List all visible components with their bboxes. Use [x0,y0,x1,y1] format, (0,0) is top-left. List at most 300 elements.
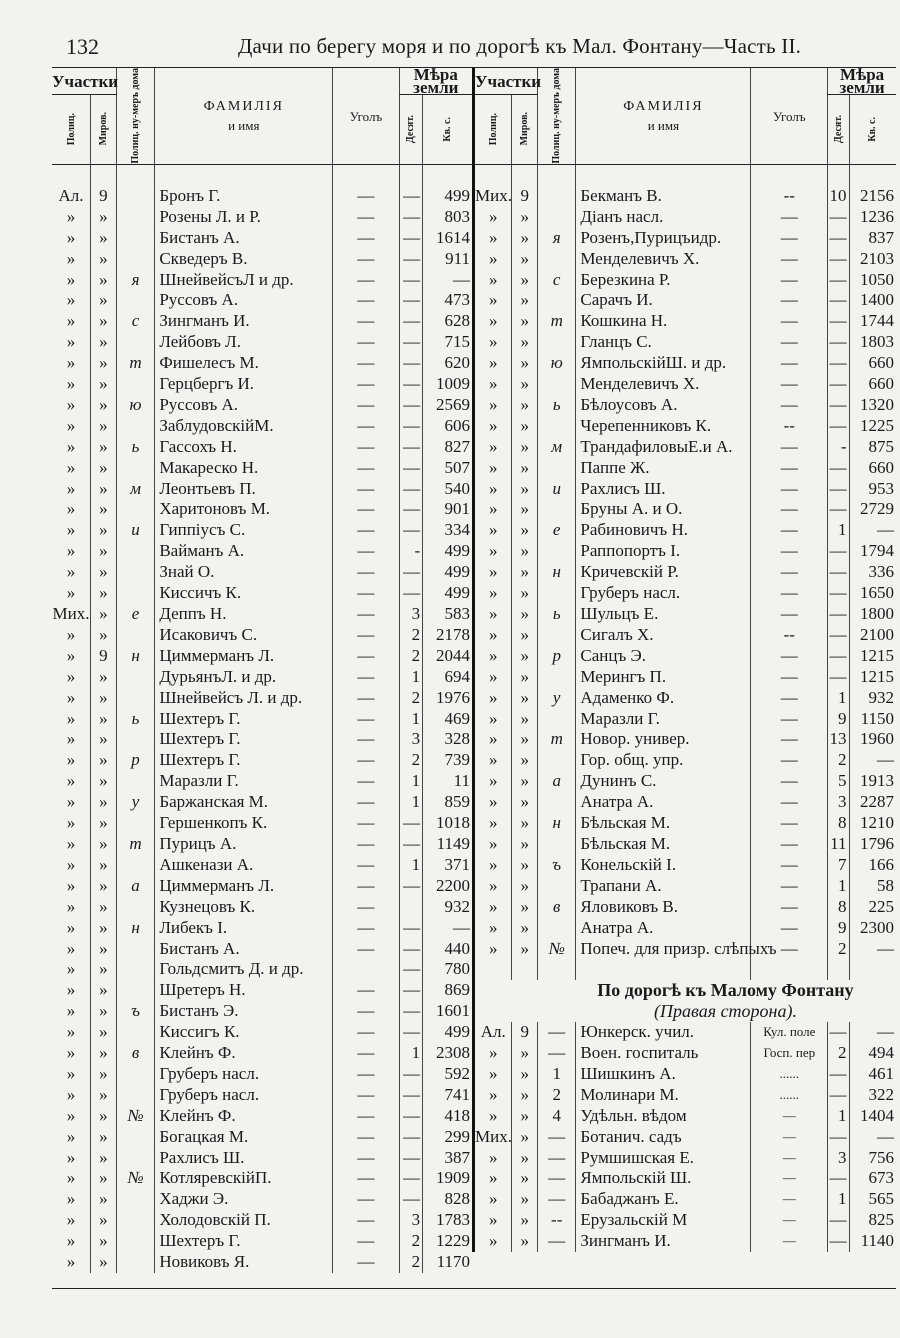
kv-cell: 827 [423,437,472,458]
desyat-cell: — [399,918,423,939]
dom-cell: в [538,897,576,918]
name-cell: Маразли Г. [155,771,333,792]
kv-cell: 499 [423,186,472,207]
kv-cell: 1215 [849,646,896,667]
polits-cell: » [66,248,76,268]
desyat-cell: — [399,270,423,291]
mirov-cell: 9 [91,646,117,667]
ugol-cell: — [751,688,828,709]
desyat-cell: — [399,395,423,416]
name-cell: Дунинъ С. [576,771,751,792]
header-mirov: Миров. [97,112,109,146]
dom-cell: — [538,1148,576,1169]
table-row [474,458,897,479]
polits-cell: » [474,541,512,562]
name-cell: Груберъ насл. [155,1085,333,1106]
table-row [474,1106,897,1127]
desyat-cell: — [399,228,423,249]
table-row [474,541,897,562]
desyat-cell: 9 [828,709,849,730]
header-familia-r: ФАМИЛІЯ [623,99,704,114]
table-row [52,290,472,311]
desyat-cell: 1 [399,855,423,876]
table-row [474,1168,897,1189]
name-cell: Румшишская Е. [576,1148,751,1169]
mirov-cell: » [512,1168,538,1189]
mirov-cell: » [91,1168,117,1189]
mirov-cell: » [512,1127,538,1148]
mirov-cell: » [91,395,117,416]
polits-cell: Ал. [58,185,84,205]
mirov-cell: » [512,228,538,249]
polits-cell: » [66,290,76,310]
ugol-cell: — [751,332,828,353]
name-cell: Удѣльн. вѣдом [576,1106,751,1127]
table-row [52,437,472,458]
ugol-cell: — [333,646,399,667]
desyat-cell: — [399,458,423,479]
kv-cell: — [849,520,896,541]
dom-cell [538,918,576,939]
desyat-cell: - [828,437,849,458]
dom-cell [116,332,155,353]
dom-cell: н [538,813,576,834]
dom-cell [538,876,576,897]
header-dom: Полиц. ну-меръ дома [130,67,142,164]
table-row [52,604,472,625]
dom-cell [116,667,155,688]
ugol-cell: — [333,1210,399,1231]
table-row [474,688,897,709]
ugol-cell: — [751,646,828,667]
kv-cell: 494 [849,1043,896,1064]
polits-cell: » [474,1064,512,1085]
desyat-cell: 3 [399,604,423,625]
kv-cell: 1783 [423,1210,472,1231]
name-cell: Маразли Г. [576,709,751,730]
mirov-cell: » [91,353,117,374]
desyat-cell: — [399,1001,423,1022]
kv-cell: 1149 [423,834,472,855]
dom-cell [116,562,155,583]
dom-cell: а [538,771,576,792]
desyat-cell: — [828,270,849,291]
dom-cell: — [538,1127,576,1148]
header-mera: Мѣра земли [399,68,472,95]
kv-cell: 741 [423,1085,472,1106]
desyat-cell: — [399,479,423,500]
table-row [474,332,897,353]
polits-cell: » [474,395,512,416]
desyat-cell: — [399,1106,423,1127]
name-cell: Баржанская М. [155,792,333,813]
table-row [52,1231,472,1252]
name-cell: Ашкенази А. [155,855,333,876]
kv-cell: 620 [423,353,472,374]
ugol-cell: — [751,249,828,270]
dom-cell [538,374,576,395]
mirov-cell: » [512,562,538,583]
polits-cell: » [474,750,512,771]
left-register-table [52,67,472,1289]
mirov-cell: » [512,750,538,771]
dom-cell [116,583,155,604]
mirov-cell: » [91,792,117,813]
table-row [52,499,472,520]
polits-cell: » [66,938,76,958]
ugol-cell: -- [751,625,828,646]
dom-cell [116,1064,155,1085]
name-cell: Циммерманъ Л. [155,876,333,897]
dom-cell [538,541,576,562]
kv-cell: 837 [849,228,896,249]
table-row [474,792,897,813]
name-cell: Исаковичъ С. [155,625,333,646]
kv-cell: — [849,1022,896,1043]
polits-cell: » [66,1043,76,1063]
polits-cell: » [66,771,76,791]
polits-cell: » [66,833,76,853]
table-row [474,228,897,249]
desyat-cell: 2 [399,625,423,646]
kv-cell: 1400 [849,290,896,311]
desyat-cell: — [828,583,849,604]
dom-cell [538,186,576,207]
dom-cell: с [538,270,576,291]
name-cell: ШнейвейсъЛ и др. [155,270,333,291]
kv-cell: 418 [423,1106,472,1127]
kv-cell: 869 [423,980,472,1001]
polits-cell: » [66,394,76,414]
name-cell: Менделевичъ Х. [576,374,751,395]
polits-cell: » [66,520,76,540]
desyat-cell: 1 [399,709,423,730]
polits-cell: » [66,436,76,456]
mirov-cell: » [512,1231,538,1252]
kv-cell: 1976 [423,688,472,709]
name-cell: Киссигъ К. [155,1022,333,1043]
dom-cell: м [538,437,576,458]
kv-cell: 1650 [849,583,896,604]
mirov-cell: » [91,1231,117,1252]
ugol-cell: — [333,625,399,646]
polits-cell: » [474,228,512,249]
ugol-cell: — [333,897,399,918]
mirov-cell: » [91,729,117,750]
dom-cell [116,1085,155,1106]
dom-cell: т [116,834,155,855]
dom-cell [116,1189,155,1210]
ugol-cell: — [751,604,828,625]
polits-cell: » [474,813,512,834]
name-cell: Знай О. [155,562,333,583]
kv-cell: 507 [423,458,472,479]
ugol-cell: ...... [751,1085,828,1106]
polits-cell: » [66,624,76,644]
name-cell: ТрандафиловыЕ.и А. [576,437,751,458]
ugol-cell: — [751,479,828,500]
name-cell: Попеч. для призр. слѣпыхъ [576,939,751,960]
name-cell: Пурицъ А. [155,834,333,855]
table-row [474,353,897,374]
ugol-cell: — [333,1106,399,1127]
name-cell: Гольдсмитъ Д. и др. [155,959,333,980]
polits-cell: » [474,520,512,541]
header-imya: и имя [228,118,260,133]
mirov-cell: » [91,1106,117,1127]
polits-cell: » [66,353,76,373]
desyat-cell: — [399,332,423,353]
ugol-cell: — [751,395,828,416]
desyat-cell: — [828,332,849,353]
ugol-cell: — [333,249,399,270]
desyat-cell: — [828,458,849,479]
mirov-cell: » [512,395,538,416]
desyat-cell: 2 [399,1231,423,1252]
mirov-cell: » [91,667,117,688]
name-cell: Шехтеръ Г. [155,729,333,750]
table-row [52,1189,472,1210]
ugol-cell: — [333,709,399,730]
kv-cell: — [849,1127,896,1148]
desyat-cell: 13 [828,729,849,750]
name-cell: Гиппіусъ С. [155,520,333,541]
table-row [474,1022,897,1043]
desyat-cell: — [399,980,423,1001]
name-cell: Шехтеръ Г. [155,1231,333,1252]
kv-cell: 1215 [849,667,896,688]
polits-cell: Мих. [52,604,90,624]
ugol-cell: — [333,437,399,458]
ugol-cell: — [333,374,399,395]
name-cell: Раппопортъ I. [576,541,751,562]
dom-cell [538,416,576,437]
mirov-cell: » [512,792,538,813]
polits-cell: » [66,1105,76,1125]
polits-cell: » [66,792,76,812]
table-row [52,1085,472,1106]
kv-cell: 592 [423,1064,472,1085]
table-row [474,646,897,667]
kv-cell: 461 [849,1064,896,1085]
desyat-cell: — [828,1231,849,1252]
dom-cell: я [538,228,576,249]
mirov-cell: » [512,813,538,834]
desyat-cell: — [828,1210,849,1231]
table-row [52,332,472,353]
ugol-cell: — [751,918,828,939]
ugol-cell: — [333,290,399,311]
desyat-cell: — [399,1189,423,1210]
table-row [474,520,897,541]
ugol-cell: — [333,186,399,207]
mirov-cell: » [512,771,538,792]
name-cell: Зингманъ И. [155,311,333,332]
name-cell: Новиковъ Я. [155,1252,333,1273]
polits-cell: » [66,1084,76,1104]
ugol-cell: — [333,541,399,562]
desyat-cell: — [399,437,423,458]
polits-cell: » [474,792,512,813]
table-row [52,249,472,270]
name-cell: Шретеръ Н. [155,980,333,1001]
kv-cell: 1170 [423,1252,472,1273]
kv-cell: 1320 [849,395,896,416]
dom-cell: т [538,311,576,332]
polits-cell: Ал. [474,1022,512,1043]
table-row [474,939,897,960]
dom-cell: т [538,729,576,750]
name-cell: Бѣльская М. [576,834,751,855]
table-row [52,1064,472,1085]
mirov-cell: » [91,813,117,834]
polits-cell: » [474,918,512,939]
mirov-cell: » [91,980,117,1001]
polits-cell: » [474,1210,512,1231]
table-row [52,750,472,771]
running-title: Дачи по берегу моря и по дорогѣ къ Мал. Фонтану—Часть II. [238,34,802,58]
mirov-cell: » [512,374,538,395]
ugol-cell: — [333,813,399,834]
mirov-cell: » [512,1106,538,1127]
ugol-cell: — [751,207,828,228]
ugol-cell: — [333,395,399,416]
dom-cell: у [538,688,576,709]
polits-cell: » [66,875,76,895]
ugol-cell: — [751,562,828,583]
ugol-cell: — [333,876,399,897]
table-row [52,311,472,332]
polits-cell: » [66,583,76,603]
ugol-cell: — [751,499,828,520]
ugol-cell: — [751,1148,828,1169]
polits-cell: » [66,1126,76,1146]
desyat-cell: 9 [828,918,849,939]
dom-cell [116,939,155,960]
polits-cell: » [474,458,512,479]
mirov-cell: » [512,834,538,855]
dom-cell: ю [116,395,155,416]
ugol-cell: — [333,855,399,876]
name-cell: Бистанъ Э. [155,1001,333,1022]
mirov-cell: » [512,437,538,458]
ugol-cell: — [751,353,828,374]
kv-cell: 11 [423,771,472,792]
kv-cell: 673 [849,1168,896,1189]
desyat-cell: 1 [828,520,849,541]
ugol-cell: — [751,311,828,332]
polits-cell: » [66,562,76,582]
name-cell: Лейбовъ Л. [155,332,333,353]
name-cell: Рабиновичъ Н. [576,520,751,541]
table-row [52,1106,472,1127]
ugol-cell: — [333,1252,399,1273]
desyat-cell: 1 [399,771,423,792]
ugol-cell: — [751,771,828,792]
table-row [52,1252,472,1273]
mirov-cell: » [512,625,538,646]
desyat-cell: — [399,876,423,897]
polits-cell: » [66,332,76,352]
ugol-cell: — [333,207,399,228]
name-cell: Либекъ I. [155,918,333,939]
desyat-cell: — [399,1168,423,1189]
table-row [52,416,472,437]
mirov-cell: » [91,1252,117,1273]
polits-cell: » [474,625,512,646]
desyat-cell: — [828,667,849,688]
name-cell: Шехтеръ Г. [155,709,333,730]
polits-cell: » [66,478,76,498]
dom-cell [116,688,155,709]
desyat-cell: 1 [828,1106,849,1127]
ugol-cell: Кул. поле [751,1022,828,1043]
polits-cell: » [474,897,512,918]
ugol-cell: — [751,813,828,834]
desyat-cell: — [399,499,423,520]
mirov-cell: » [512,541,538,562]
polits-cell: » [474,416,512,437]
ugol-cell: — [751,374,828,395]
kv-cell: — [423,918,472,939]
table-row [52,625,472,646]
polits-cell: » [66,415,76,435]
dom-cell: ъ [116,1001,155,1022]
mirov-cell: » [512,667,538,688]
desyat-cell: 8 [828,897,849,918]
mirov-cell: » [91,1210,117,1231]
name-cell: Кричевскій Р. [576,562,751,583]
mirov-cell: » [91,541,117,562]
mirov-cell: » [512,1043,538,1064]
mirov-cell: » [91,1022,117,1043]
mirov-cell: » [91,771,117,792]
kv-cell: 1018 [423,813,472,834]
table-row [474,1127,897,1148]
page-number: 132 [66,34,99,59]
mirov-cell: 9 [91,186,117,207]
ugol-cell: Госп. пер [751,1043,828,1064]
desyat-cell: 3 [828,1148,849,1169]
table-row [52,834,472,855]
dom-cell: и [538,479,576,500]
dom-cell: а [116,876,155,897]
kv-cell: 825 [849,1210,896,1231]
table-row [52,479,472,500]
dom-cell: и [116,520,155,541]
polits-cell: » [474,290,512,311]
dom-cell: н [116,918,155,939]
dom-cell [116,771,155,792]
kv-cell: 499 [423,1022,472,1043]
name-cell: ДурьянъЛ. и др. [155,667,333,688]
kv-cell: — [849,939,896,960]
dom-cell: н [116,646,155,667]
mirov-cell: » [91,479,117,500]
desyat-cell: — [399,1148,423,1169]
polits-cell: » [66,499,76,519]
dom-cell: р [538,646,576,667]
table-row [474,1043,897,1064]
mirov-cell: » [512,897,538,918]
ugol-cell: — [751,855,828,876]
name-cell: Сигалъ Х. [576,625,751,646]
table-row [474,562,897,583]
polits-cell: » [66,269,76,289]
mirov-cell: » [512,855,538,876]
kv-cell: 875 [849,437,896,458]
kv-cell: 2044 [423,646,472,667]
